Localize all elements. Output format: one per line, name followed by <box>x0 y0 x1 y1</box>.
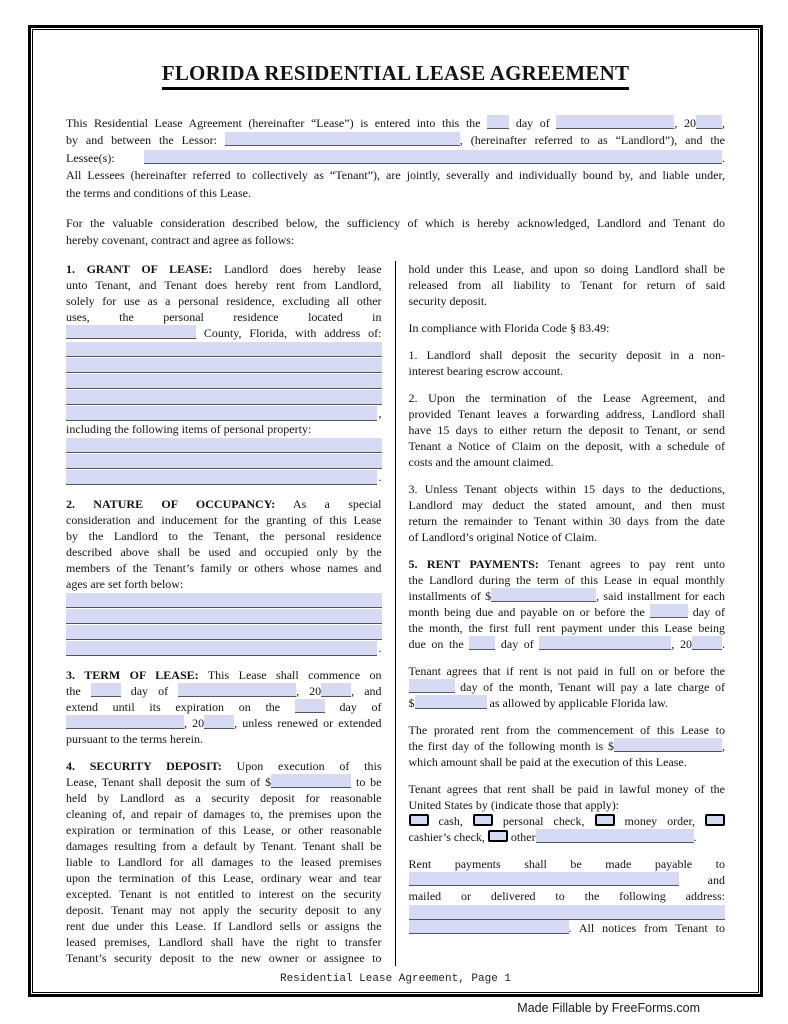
text-run: other <box>507 829 536 844</box>
text-run: Tenant agrees to pay rent unto <box>538 556 726 571</box>
two-column-body <box>66 261 725 966</box>
lessees-names-field[interactable] <box>144 150 722 164</box>
text-run: interest bearing escrow account. <box>408 363 564 378</box>
payable-to-paragraph <box>409 856 726 936</box>
text-run: $ <box>408 695 415 710</box>
text-run: day of the month, Tenant will pay a late charge of <box>454 679 725 694</box>
consideration-paragraph <box>66 215 725 250</box>
section-heading: 5. RENT PAYMENTS: <box>408 556 539 571</box>
text-run: ages are set forth below: <box>66 576 184 591</box>
text-line <box>409 888 726 904</box>
fill-line-row <box>66 624 382 640</box>
lessor-name-field[interactable] <box>225 132 460 146</box>
fill-line-row <box>66 469 382 485</box>
first-payment-year-field[interactable] <box>692 636 722 650</box>
text-run: due on the <box>408 636 470 651</box>
text-run: month being due and payable on or before the <box>408 604 650 619</box>
text-line <box>66 806 382 822</box>
section-heading: 3. TERM OF LEASE: <box>66 667 199 682</box>
county-field[interactable] <box>66 325 196 339</box>
section-rent-payments <box>409 556 726 652</box>
text-line <box>409 920 726 936</box>
text-run: and <box>678 872 725 887</box>
text-line <box>409 813 726 829</box>
text-line <box>409 277 726 293</box>
text-run: provided Tenant leaves a forwarding address, Landlord shall <box>408 406 725 421</box>
text-run: The prorated rent from the commencement of this Lease to <box>408 722 725 737</box>
address-line-field[interactable] <box>66 342 382 357</box>
text-run: of Landlord’s original Notice of Claim. <box>408 529 598 544</box>
fill-line-row <box>66 373 382 389</box>
document-title: FLORIDA RESIDENTIAL LEASE AGREEMENT <box>162 61 629 90</box>
text-line <box>409 556 726 572</box>
text-run: day of <box>687 604 725 619</box>
text-run: Landlord may deduct the stated amount, and then must <box>408 497 725 512</box>
text-run: return the remainder to Tenant within 30 days from the date <box>408 513 725 528</box>
address-line-field[interactable] <box>66 390 382 405</box>
text-line <box>409 588 726 604</box>
first-payment-day-field[interactable] <box>469 636 495 650</box>
text-run: Lease, Tenant shall deposit the sum of $ <box>66 774 272 789</box>
text-run: which amount shall be paid at the execution of this Lease. <box>408 754 687 769</box>
text-run: as allowed by applicable Florida law. <box>486 695 668 710</box>
text-line <box>66 325 382 341</box>
prorated-rent-paragraph <box>409 722 726 770</box>
text-run: by and between the Lessor: <box>66 133 225 148</box>
section-security-deposit <box>66 758 382 966</box>
occupant-names-ages-line-field[interactable] <box>66 609 382 624</box>
other-method-field[interactable] <box>536 829 694 843</box>
text-run: , <box>722 116 726 130</box>
text-run: County, Florida, with address of: <box>196 325 382 340</box>
text-run: liable to Landlord for all damages to the leased premises <box>66 854 382 869</box>
text-run: , 20 <box>184 715 205 730</box>
left-column <box>66 261 382 966</box>
text-line <box>66 293 382 309</box>
text-line <box>66 232 725 249</box>
monthly-installment-field[interactable] <box>491 588 596 602</box>
text-run: hold under this Lease, and upon so doing Landlord shall be <box>408 261 725 276</box>
section-heading: 2. NATURE OF OCCUPANCY: <box>66 496 276 511</box>
intro-paragraph <box>66 115 725 202</box>
text-line <box>409 829 726 845</box>
text-run: to be <box>351 774 382 789</box>
fill-line-row <box>66 437 382 453</box>
text-run: . All notices from Tenant to <box>568 920 725 935</box>
text-run: . <box>722 150 725 165</box>
text-run: , 20 <box>674 116 697 130</box>
text-line <box>66 699 382 715</box>
text-line <box>409 856 726 872</box>
text-line <box>66 838 382 854</box>
fill-line-row <box>409 904 726 920</box>
text-line <box>409 320 726 336</box>
text-run: . <box>693 829 697 844</box>
text-line <box>66 667 382 683</box>
text-line <box>66 731 382 747</box>
text-line <box>409 781 726 797</box>
text-line <box>66 774 382 790</box>
text-run: the Landlord during the term of this Lease in equal monthly <box>408 572 725 587</box>
text-line <box>66 560 382 576</box>
text-line <box>66 512 382 528</box>
expiration-year-field[interactable] <box>204 715 234 729</box>
text-line <box>409 454 726 470</box>
text-run: , 20 <box>296 683 322 698</box>
text-line <box>409 481 726 497</box>
text-run: Upon execution of this <box>221 758 382 773</box>
month-field[interactable] <box>556 115 674 129</box>
text-run: As a special <box>275 496 382 511</box>
text-line <box>409 604 726 620</box>
text-line <box>66 421 382 437</box>
text-line <box>66 715 382 731</box>
text-run: money order, <box>614 813 706 828</box>
text-run: day of <box>509 116 557 130</box>
text-line <box>66 854 382 870</box>
text-line <box>66 950 382 966</box>
page-footer: Residential Lease Agreement, Page 1 <box>279 972 512 985</box>
money-order-checkbox[interactable] <box>595 814 615 826</box>
text-line <box>66 167 725 184</box>
text-run: expiration or termination of this Lease, or other reasonable <box>66 822 382 837</box>
text-run: excepted. Tenant is not entitled to interest on the security <box>66 886 382 901</box>
text-run: rent due under this Lease. If Landlord sells or assigns the <box>66 918 382 933</box>
prorated-rent-amount-field[interactable] <box>614 738 722 752</box>
text-run: United States by (indicate those that apply): <box>408 797 620 812</box>
text-run: released from all liability to Tenant for return of said <box>408 277 725 292</box>
text-line <box>66 790 382 806</box>
text-run: day of <box>120 683 179 698</box>
text-line <box>66 918 382 934</box>
text-line <box>66 496 382 512</box>
text-line <box>409 293 726 309</box>
text-run: All Lessees (hereinafter referred to collectively as “Tenant”), are jointly, severally and individually bound by, and liable under, <box>66 168 725 183</box>
text-line <box>409 754 726 770</box>
text-run: consideration and inducement for the granting of this Lease <box>66 512 382 527</box>
commence-year-field[interactable] <box>321 683 351 697</box>
text-run: members of the Tenant’s family or others whose names and <box>66 560 382 575</box>
text-run: . <box>378 640 382 655</box>
text-line <box>409 797 726 813</box>
text-line <box>66 822 382 838</box>
text-run: hereby covenant, contract and agree as follows: <box>66 233 295 248</box>
text-line <box>66 544 382 560</box>
section-heading: 4. SECURITY DEPOSIT: <box>66 758 222 773</box>
text-run: , 20 <box>671 636 693 651</box>
text-run: solely for use as a personal residence, excluding all other <box>66 293 382 308</box>
text-line <box>409 620 726 636</box>
text-run: , said installment for each <box>596 588 725 603</box>
address-line-field[interactable] <box>66 358 382 373</box>
fill-line-row <box>66 341 382 357</box>
text-line <box>66 150 725 167</box>
payable-to-field[interactable] <box>409 872 679 886</box>
commence-day-field[interactable] <box>91 683 121 697</box>
text-line <box>409 363 726 379</box>
year-field[interactable] <box>696 115 722 129</box>
cashiers-check-checkbox[interactable] <box>705 814 725 826</box>
late-charge-paragraph <box>409 663 726 711</box>
text-run: Landlord does hereby lease <box>212 261 382 276</box>
text-line <box>66 115 725 132</box>
occupant-names-ages-line-field[interactable] <box>66 625 382 640</box>
page-border-inner <box>32 29 759 993</box>
page-border <box>28 25 763 997</box>
expiration-month-field[interactable] <box>66 715 184 729</box>
text-line <box>409 722 726 738</box>
title-row <box>66 61 725 90</box>
text-run: pursuant to the terms herein. <box>66 731 203 746</box>
late-after-day-field[interactable] <box>409 679 455 693</box>
personal-property-line-field[interactable] <box>66 470 377 485</box>
text-line <box>66 758 382 774</box>
occupant-names-ages-line-field[interactable] <box>66 593 382 608</box>
text-line <box>66 215 725 232</box>
text-line <box>409 513 726 529</box>
payment-address-line-field[interactable] <box>409 905 726 920</box>
text-line <box>66 886 382 902</box>
text-run: deposit. Tenant may not apply the security deposit to any <box>66 902 382 917</box>
text-run: , and <box>351 683 382 698</box>
text-run: security deposit. <box>408 293 488 308</box>
section-nature-of-occupancy <box>66 496 382 656</box>
text-run: leased premises, Landlord shall have the right to transfer <box>66 934 382 949</box>
first-payment-month-field[interactable] <box>539 636 671 650</box>
text-run: For the valuable consideration described below, the sufficiency of which is hereby acknowledged, Landlord and Tenant do <box>66 216 725 231</box>
text-run: , (hereinafter referred to as “Landlord”), and the <box>459 133 725 148</box>
text-run: including the following items of personal property: <box>66 421 312 436</box>
right-column <box>409 261 726 966</box>
text-line <box>409 695 726 711</box>
text-line <box>409 572 726 588</box>
text-run: the first day of the following month is $ <box>408 738 614 753</box>
text-run: day of <box>495 636 540 651</box>
text-line <box>66 576 382 592</box>
text-run: day of <box>324 699 382 714</box>
text-run: 3. Unless Tenant objects within 15 days to the deductions, <box>408 481 725 496</box>
text-run: personal check, <box>492 813 595 828</box>
text-run: . <box>722 636 726 651</box>
text-run: cleaning of, and repair of damages to, the premises upon the <box>66 806 382 821</box>
text-run: Tenant a Notice of Claim on the deposit, with a schedule of <box>408 438 725 453</box>
text-line <box>409 390 726 406</box>
security-deposit-amount-field[interactable] <box>271 774 351 788</box>
text-run: In compliance with Florida Code § 83.49: <box>408 320 610 335</box>
text-run: Rent payments shall be made payable to <box>408 856 725 871</box>
section-grant-of-lease <box>66 261 382 485</box>
text-run: damages resulting from a default by Tenant. Tenant shall be <box>66 838 382 853</box>
text-line <box>409 636 726 652</box>
other-checkbox[interactable] <box>488 830 508 842</box>
section-security-deposit-continued <box>409 261 726 309</box>
text-run: Tenant agrees that rent shall be paid in lawful money of the <box>408 781 725 796</box>
text-run: upon the termination of this Lease, ordinary wear and tear <box>66 870 382 885</box>
personal-property-line-field[interactable] <box>66 454 382 469</box>
fill-line-row <box>66 592 382 608</box>
text-line <box>66 902 382 918</box>
text-run: extend until its expiration on the <box>66 699 295 714</box>
text-line <box>409 663 726 679</box>
text-line <box>409 497 726 513</box>
text-line <box>66 870 382 886</box>
text-line <box>409 872 726 888</box>
text-run: This Residential Lease Agreement (hereinafter “Lease”) is entered into this the <box>66 116 488 130</box>
day-field[interactable] <box>487 115 509 129</box>
text-run: , <box>378 405 382 420</box>
fill-line-row <box>66 453 382 469</box>
text-run: Tenant’s security deposit to the new owner or assignee to <box>66 950 382 965</box>
fillable-credit: Made Fillable by FreeForms.com <box>517 1001 700 1015</box>
text-line <box>409 438 726 454</box>
personal-property-line-field[interactable] <box>66 438 382 453</box>
due-day-field[interactable] <box>650 604 688 618</box>
text-run: 2. Upon the termination of the Lease Agreement, and <box>408 390 725 405</box>
text-run: cash, <box>428 813 473 828</box>
text-run: , unless renewed or extended <box>234 715 382 730</box>
section-heading: 1. GRANT OF LEASE: <box>66 261 213 276</box>
text-line <box>66 261 382 277</box>
fill-line-row <box>66 608 382 624</box>
text-line <box>66 309 382 325</box>
text-line <box>66 132 725 149</box>
address-line-field[interactable] <box>66 374 382 389</box>
text-run: This Lease shall commence on <box>198 667 382 682</box>
text-run: Tenant agrees that if rent is not paid in full on or before the <box>408 663 725 678</box>
text-line <box>409 261 726 277</box>
text-run: held by Landlord as a security deposit for reasonable <box>66 790 382 805</box>
compliance-item-2 <box>409 390 726 470</box>
fill-line-row <box>66 405 382 421</box>
text-run: costs and the amount claimed. <box>408 454 554 469</box>
compliance-intro <box>409 320 726 336</box>
text-line <box>409 738 726 754</box>
text-line <box>409 529 726 545</box>
text-run: cashier’s check, <box>408 829 488 844</box>
text-run: Lessee(s): <box>66 150 144 165</box>
commence-month-field[interactable] <box>178 683 296 697</box>
payment-address-line-field[interactable] <box>409 920 569 934</box>
text-run: , <box>722 738 725 753</box>
late-charge-amount-field[interactable] <box>415 695 487 709</box>
text-line <box>66 185 725 202</box>
text-run: unto Tenant, and Tenant does hereby rent from Landlord, <box>66 277 382 292</box>
fill-line-row <box>66 640 382 656</box>
compliance-item-1 <box>409 347 726 379</box>
text-line <box>66 277 382 293</box>
text-run: the month, the first full rent payment under this Lease being <box>408 620 725 635</box>
text-run: the <box>66 683 91 698</box>
text-run: the terms and conditions of this Lease. <box>66 185 251 200</box>
text-run: mailed or delivered to the following address: <box>408 888 725 903</box>
text-line <box>66 683 382 699</box>
fill-line-row <box>66 389 382 405</box>
text-line <box>409 347 726 363</box>
occupant-names-ages-line-field[interactable] <box>66 641 377 656</box>
text-run: . <box>378 469 382 484</box>
text-line <box>66 528 382 544</box>
text-line <box>409 679 726 695</box>
cash-checkbox[interactable] <box>409 814 429 826</box>
expiration-day-field[interactable] <box>295 699 325 713</box>
payment-methods-paragraph <box>409 781 726 845</box>
column-divider <box>395 261 396 966</box>
text-run: described above shall be used and occupied only by the <box>66 544 382 559</box>
text-run: 1. Landlord shall deposit the security deposit in a non- <box>408 347 725 362</box>
text-line <box>409 406 726 422</box>
compliance-item-3 <box>409 481 726 545</box>
text-run: have 15 days to either return the deposit to Tenant, or send <box>408 422 725 437</box>
text-run: installments of $ <box>408 588 492 603</box>
personal-check-checkbox[interactable] <box>473 814 493 826</box>
text-run: by the Landlord to the Tenant, the personal residence <box>66 528 382 543</box>
text-run: uses, the personal residence located in <box>66 309 382 324</box>
address-line-field[interactable] <box>66 406 377 421</box>
text-line <box>409 422 726 438</box>
fill-line-row <box>66 357 382 373</box>
text-line <box>66 934 382 950</box>
section-term-of-lease <box>66 667 382 747</box>
